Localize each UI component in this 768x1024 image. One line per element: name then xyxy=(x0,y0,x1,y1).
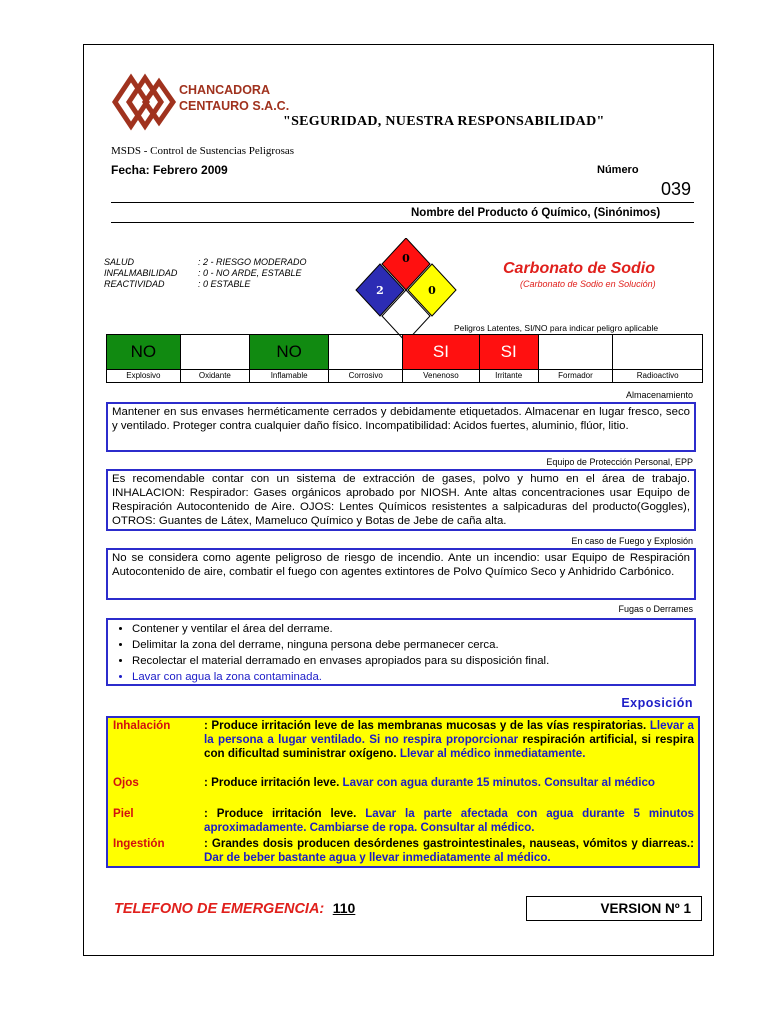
list-item: • Lavar con agua la zona contaminada. xyxy=(132,669,690,685)
hazard-value: : 0 - NO ARDE, ESTABLE xyxy=(198,268,302,278)
peligro-label: Explosivo xyxy=(107,370,181,383)
nombre-label: Nombre del Producto ó Químico, (Sinónimos) xyxy=(411,207,661,219)
hazard-row xyxy=(104,257,307,268)
peligros-labels-row xyxy=(107,370,703,383)
hazard-ratings xyxy=(104,257,307,290)
peligro-venenoso-value: SI xyxy=(403,335,480,370)
peligro-label: Irritante xyxy=(479,370,538,383)
company-logo-icon xyxy=(109,72,179,132)
exposicion-text: : Produce irritación leve de las membranas mucosas y de las vías respiratorias. xyxy=(204,719,647,732)
fuego-box: No se considera como agente peligroso de riesgo de incendio. Ante un incendio: usar Equipo de Respiración Autocontenido de aire, combatir el fuego con agentes extintores de Polvo Químico Seco y Anhidrido Carbónico. xyxy=(106,548,696,600)
hazard-value: : 2 - RIESGO MODERADO xyxy=(198,257,307,267)
exposicion-text: respiración artificial, si respira con dificultad suministrar oxígeno. xyxy=(204,733,694,760)
exposicion-box xyxy=(106,716,700,868)
company-name xyxy=(179,82,289,114)
list-item: • Delimitar la zona del derrame, ninguna persona debe permanecer cerca. xyxy=(132,637,690,653)
peligros-table xyxy=(106,334,703,383)
exposicion-action: Dar de beber bastante agua y llevar inmediatamente al médico. xyxy=(204,851,551,864)
fugas-list xyxy=(112,621,690,685)
epp-box: Es recomendable contar con un sistema de extracción de gases, polvo y humo en el área de trabajo. INHALACION: Respirador: Gases orgánicos aprobado por NIOSH. Ante altas concentraciones usar Equipo de Respiración Autocontenido de Aire. OJOS: Lentes Químicos resistentes a salpicaduras del producto(Goggles), OTROS: Guantes de Látex, Mameluco Químico y Botas de Jebe de caña alta. xyxy=(106,469,696,531)
hazard-label: REACTIVIDAD xyxy=(104,279,165,289)
nfpa-flammability-value: 0 xyxy=(402,252,410,265)
exposicion-key: Piel xyxy=(113,807,134,820)
exposicion-action: Lavar la parte afectada con agua durante 5 minutos aproximadamente. Cambiarse de ropa. Consultar al médico. xyxy=(204,807,694,834)
version-box: VERSION Nº 1 xyxy=(526,896,702,921)
peligro-inflamable-value: NO xyxy=(249,335,328,370)
exposicion-text: : Grandes dosis producen desórdenes gastrointestinales, nauseas, vómitos y diarreas.: xyxy=(204,837,694,850)
exposicion-value xyxy=(204,837,694,865)
fugas-title: Fugas o Derrames xyxy=(618,604,693,614)
exposicion-action: Lavar con agua durante 15 minutos. Consultar al médico xyxy=(342,776,656,789)
peligros-values-row xyxy=(107,335,703,370)
peligro-label: Corrosivo xyxy=(329,370,403,383)
exposicion-key: Ojos xyxy=(113,776,139,789)
company-name-line1: CHANCADORA xyxy=(179,83,270,97)
hazard-row xyxy=(104,268,307,279)
peligro-label: Oxidante xyxy=(180,370,249,383)
exposicion-text: : Produce irritación leve. xyxy=(204,807,357,820)
fuego-title: En caso de Fuego y Explosión xyxy=(571,536,693,546)
nombre-divider xyxy=(111,222,694,223)
product-name: Carbonato de Sodio xyxy=(503,260,655,277)
exposicion-key: Ingestión xyxy=(113,837,165,850)
hazard-row xyxy=(104,279,307,290)
peligro-oxidante-value xyxy=(180,335,249,370)
numero-value: 039 xyxy=(661,179,692,199)
peligro-label: Formador xyxy=(538,370,613,383)
fecha: Fecha: Febrero 2009 xyxy=(111,163,228,177)
exposicion-action: Llevar al médico inmediatamente. xyxy=(399,747,586,760)
peligro-corrosivo-value xyxy=(329,335,403,370)
peligro-irritante-value: SI xyxy=(479,335,538,370)
epp-title: Equipo de Protección Personal, EPP xyxy=(546,457,693,467)
header-divider xyxy=(111,202,694,203)
exposicion-title: Exposición xyxy=(621,696,693,710)
fugas-box xyxy=(106,618,696,686)
exposicion-text: : Produce irritación leve. xyxy=(204,776,340,789)
nfpa-health-value: 2 xyxy=(376,284,384,297)
exposicion-value xyxy=(204,719,694,761)
peligro-label: Radioactivo xyxy=(613,370,703,383)
emergencia xyxy=(114,900,355,918)
msds-sheet xyxy=(83,44,714,956)
hazard-label: SALUD xyxy=(104,257,135,267)
peligro-label: Inflamable xyxy=(249,370,328,383)
emergencia-label: TELEFONO DE EMERGENCIA: xyxy=(114,901,325,917)
emergencia-number: 110 xyxy=(332,900,356,916)
doc-type: MSDS - Control de Sustencias Peligrosas xyxy=(111,145,295,157)
list-item: • Contener y ventilar el área del derrame. xyxy=(132,621,690,637)
exposicion-value xyxy=(204,776,694,790)
list-item: • Recolectar el material derramado en envases apropiados para su disposición final. xyxy=(132,653,690,669)
hazard-label: INFALMABILIDAD xyxy=(104,268,178,278)
peligro-formador-value xyxy=(538,335,613,370)
almacenamiento-title: Almacenamiento xyxy=(625,390,693,400)
almacenamiento-box: Mantener en sus envases herméticamente cerrados y debidamente etiquetados. Almacenar en lugar fresco, seco y ventilado. Proteger contra cualquier daño físico. Incompatibilidad: Acidos fuertes, aluminio, flúor, litio. xyxy=(106,402,696,452)
company-name-line2: CENTAURO S.A.C. xyxy=(179,99,290,113)
numero-label: Número xyxy=(597,164,639,176)
hazard-value: : 0 ESTABLE xyxy=(198,279,251,289)
slogan: "SEGURIDAD, NUESTRA RESPONSABILIDAD" xyxy=(283,114,605,129)
exposicion-action: Llevar a la persona a lugar ventilado. Si no respira proporcionar xyxy=(204,719,694,746)
peligro-radioactivo-value xyxy=(613,335,703,370)
peligro-explosivo-value: NO xyxy=(107,335,181,370)
nfpa-reactivity-value: 0 xyxy=(428,284,436,297)
peligro-label: Venenoso xyxy=(403,370,480,383)
nfpa-diamond xyxy=(354,238,462,342)
exposicion-key: Inhalación xyxy=(113,719,171,732)
product-synonym: (Carbonato de Sodio en Solución) xyxy=(520,279,656,289)
peligros-label: Peligros Latentes, SI/NO para indicar peligro aplicable xyxy=(454,323,659,333)
exposicion-value xyxy=(204,807,694,835)
